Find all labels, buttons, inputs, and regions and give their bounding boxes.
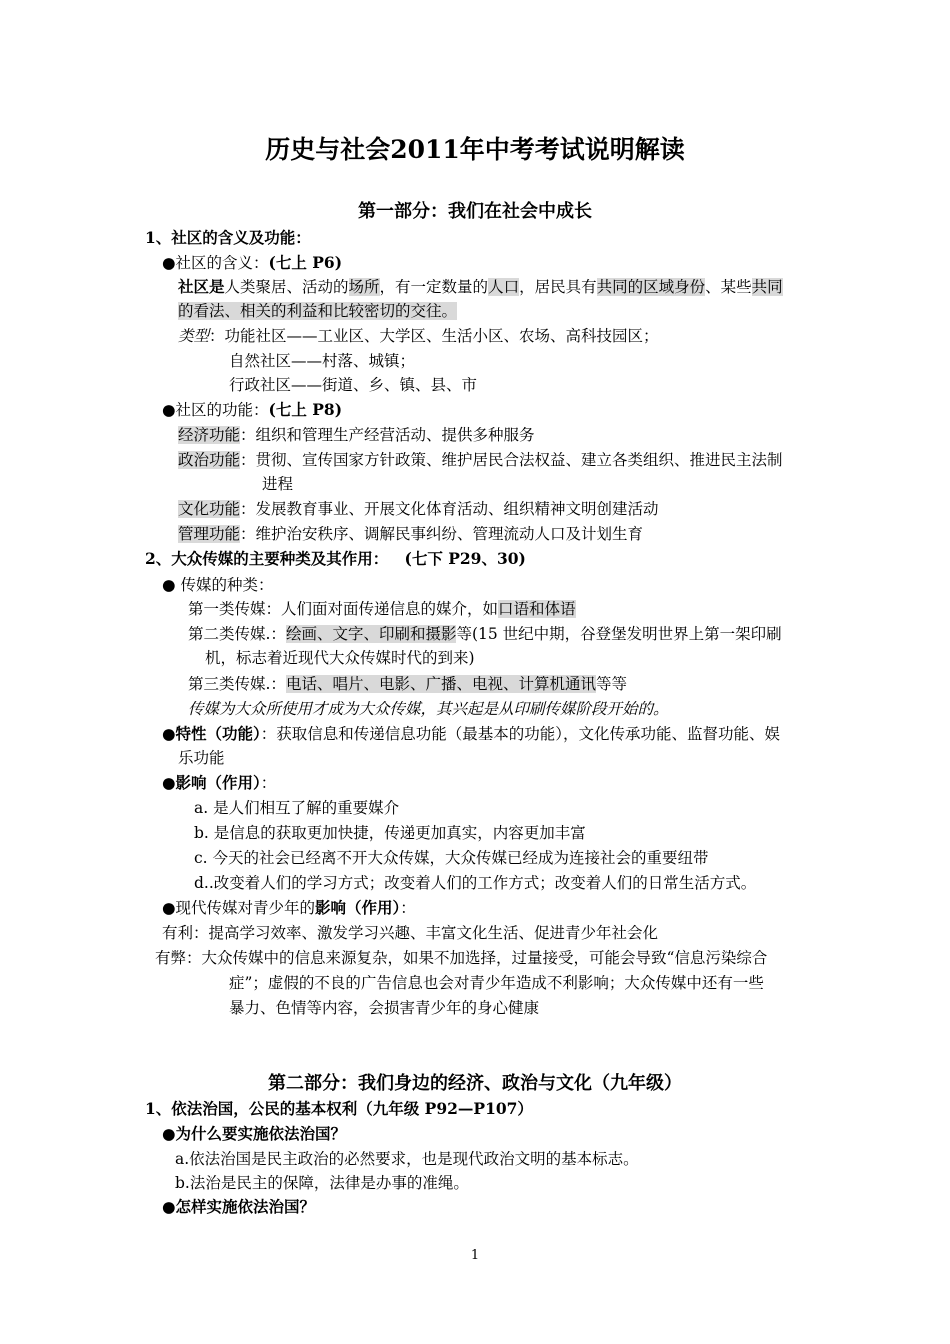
p2-reason-a: a.依法治国是民主政治的必然要求，也是现代政治文明的基本标志。 bbox=[175, 1150, 639, 1168]
definition-line-1 bbox=[178, 276, 783, 298]
media-kinds-label: ● 传媒的种类： bbox=[162, 576, 274, 594]
media-kind-3 bbox=[188, 673, 627, 695]
function-name: 政治功能 bbox=[178, 451, 241, 469]
impact-a: a. 是人们相互了解的重要媒介 bbox=[194, 799, 400, 817]
types-natural: 自然社区——村落、城镇； bbox=[229, 352, 416, 370]
meaning-label-line bbox=[162, 252, 342, 274]
impact-b: b. 是信息的获取更加快捷，传递更加真实，内容更加丰富 bbox=[194, 824, 586, 842]
impact-label: ●影响（作用） bbox=[162, 773, 261, 792]
part1-heading: 第一部分：我们在社会中成长 bbox=[358, 201, 592, 222]
definition-line-2 bbox=[178, 300, 457, 322]
p2-section1-heading: 1、依法治国，公民的基本权利（九年级 P92—P107） bbox=[145, 1099, 533, 1118]
function-name: 经济功能 bbox=[178, 426, 241, 444]
youth-impact-line bbox=[162, 897, 416, 919]
function-political-cont: 进程 bbox=[262, 475, 294, 493]
kind-hl: 电话、唱片、电影、广播、电视、计算机通讯 bbox=[285, 675, 596, 693]
p2-why-question: ●为什么要实施依法治国？ bbox=[162, 1124, 347, 1143]
function-label: ●社区的功能： bbox=[162, 401, 269, 419]
function-name: 文化功能 bbox=[178, 500, 241, 518]
def-term: 社区是 bbox=[178, 277, 225, 296]
trait-label: ●特性（功能） bbox=[162, 724, 261, 743]
function-management bbox=[178, 523, 643, 545]
kind-text: 等等 bbox=[595, 675, 627, 693]
youth-post: ： bbox=[400, 899, 416, 917]
youth-bold: 影响（作用） bbox=[315, 898, 401, 917]
media-impact-label-line bbox=[162, 772, 276, 794]
function-desc: ：贯彻、宣传国家方针政策、维护居民合法权益、建立各类组织、推进民主法制 bbox=[240, 451, 783, 469]
youth-pro: 有利：提高学习效率、激发学习兴趣、丰富文化生活、促进青少年社会化 bbox=[162, 924, 659, 942]
impact-c: c. 今天的社会已经离不开大众传媒，大众传媒已经成为连接社会的重要纽带 bbox=[194, 849, 709, 867]
kind-hl: 绘画、文字、印刷和摄影 bbox=[285, 625, 457, 643]
def-text: 人类聚居、活动的 bbox=[224, 278, 349, 296]
kind-text: 等(15 世纪中期，谷登堡发明世界上第一架印刷 bbox=[456, 625, 782, 643]
meaning-label: ●社区的含义： bbox=[162, 254, 269, 272]
media-kind-2-cont: 机，标志着近现代大众传媒时代的到来) bbox=[205, 649, 475, 667]
function-desc: ：组织和管理生产经营活动、提供多种服务 bbox=[240, 426, 535, 444]
document-title: 历史与社会2011年中考考试说明解读 bbox=[265, 135, 685, 164]
section2-heading-line bbox=[145, 548, 526, 570]
function-ref: (七上 P8) bbox=[268, 400, 343, 419]
p2-reason-b: b.法治是民主的保障，法律是办事的准绳。 bbox=[175, 1174, 469, 1192]
types-label: 类型 bbox=[178, 327, 210, 345]
def-hl-common: 共同 bbox=[751, 278, 783, 296]
function-label-line bbox=[162, 399, 342, 421]
section2-ref: (七下 P29、30) bbox=[404, 549, 526, 568]
media-trait-line bbox=[162, 723, 780, 745]
kind-text: 第一类传媒：人们面对面传递信息的媒介，如 bbox=[188, 600, 499, 618]
types-administrative: 行政社区——街道、乡、镇、县、市 bbox=[229, 376, 478, 394]
function-name: 管理功能 bbox=[178, 525, 241, 543]
function-desc: ：发展教育事业、开展文化体育活动、组织精神文明创建活动 bbox=[240, 500, 659, 518]
function-political bbox=[178, 449, 783, 471]
kind-text: 第三类传媒.： bbox=[188, 675, 286, 693]
def-text: ，居民具有 bbox=[519, 278, 597, 296]
def-hl-identity: 共同的区域身份 bbox=[596, 278, 706, 296]
function-desc: ：维护治安秩序、调解民事纠纷、管理流动人口及计划生育 bbox=[240, 525, 644, 543]
kind-text: 第二类传媒.： bbox=[188, 625, 286, 643]
media-kind-2 bbox=[188, 623, 782, 645]
p2-how-question: ●怎样实施依法治国？ bbox=[162, 1197, 316, 1216]
kind-hl: 口语和体语 bbox=[498, 600, 576, 618]
types-functional: ：功能社区——工业区、大学区、生活小区、农场、高科技园区； bbox=[209, 327, 659, 345]
impact-colon: ： bbox=[260, 774, 277, 792]
def-text: ，有一定数量的 bbox=[379, 278, 489, 296]
media-note: 传媒为大众所使用才成为大众传媒，其兴起是从印刷传媒阶段开始的。 bbox=[188, 700, 669, 718]
youth-con-3: 暴力、色情等内容，会损害青少年的身心健康 bbox=[229, 999, 540, 1017]
section1-heading: 1、社区的含义及功能： bbox=[145, 228, 311, 247]
page-number: 1 bbox=[470, 1248, 480, 1263]
function-economic bbox=[178, 424, 535, 446]
media-kind-1 bbox=[188, 598, 576, 620]
def-hl-place: 场所 bbox=[348, 278, 380, 296]
part2-heading: 第二部分：我们身边的经济、政治与文化（九年级） bbox=[268, 1073, 682, 1094]
def-text: 、某些 bbox=[705, 278, 752, 296]
media-trait-cont: 乐功能 bbox=[178, 749, 225, 767]
youth-pre: ●现代传媒对青少年的 bbox=[162, 899, 316, 917]
youth-con-1: 有弊：大众传媒中的信息来源复杂，如果不加选择，过量接受，可能会导致“信息污染综合 bbox=[155, 949, 768, 967]
types-line-1 bbox=[178, 325, 659, 347]
def-hl-population: 人口 bbox=[488, 278, 520, 296]
trait-text: ：获取信息和传递信息功能（最基本的功能），文化传承功能、监督功能、娱 bbox=[260, 725, 781, 743]
function-cultural bbox=[178, 498, 659, 520]
meaning-ref: (七上 P6) bbox=[268, 253, 343, 272]
section2-heading: 2、大众传媒的主要种类及其作用： bbox=[145, 549, 389, 568]
impact-d: d..改变着人们的学习方式；改变着人们的工作方式；改变着人们的日常生活方式。 bbox=[194, 874, 757, 892]
youth-con-2: 症”；虚假的不良的广告信息也会对青少年造成不利影响；大众传媒中还有一些 bbox=[229, 974, 764, 992]
def-hl-views: 的看法、相关的利益和比较密切的交往。 bbox=[178, 302, 458, 320]
